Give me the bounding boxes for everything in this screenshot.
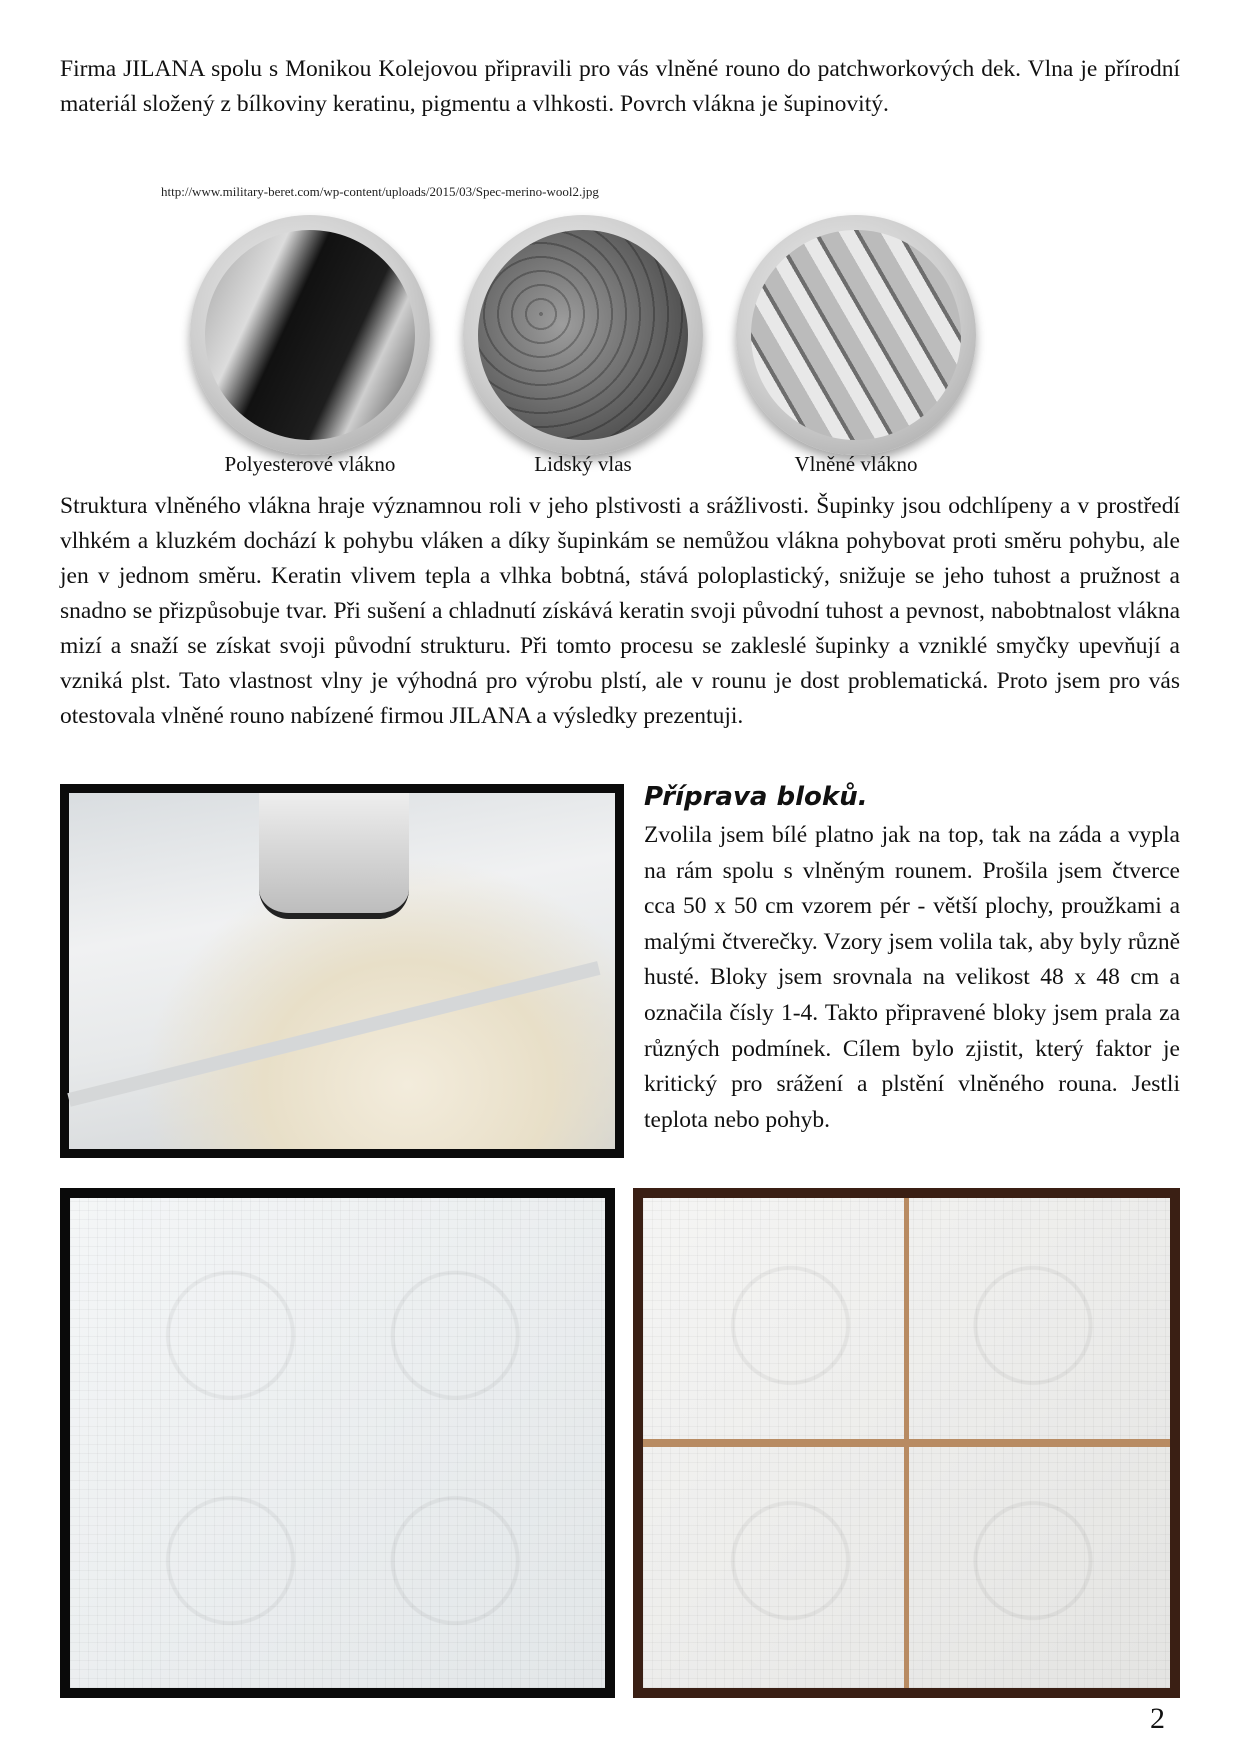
- body-paragraph: Struktura vlněného vlákna hraje významnou roli v jeho plstivosti a srážlivosti. Šupinky jsou odchlípeny a v prostředí vlhkém a kluzkém dochází k pohybu vláken a díky šupinkám se nemůžou vlákna pohybovat proti směru pohybu, ale jen v jednom směru. Keratin vlivem tepla a vlhka bobtná, stává poloplastický, snižuje se jeho tuhost a pružnost a snadno se přizpůsobuje tvar. Při sušení a chladnutí získává keratin svoji původní tuhost a pevnost, nabobtnalost vlákna mizí a snaží se získat svoji původní strukturu. Při tomto procesu se zakleslé šupinky a vzniklé smyčky upevňují a vzniká plst. Tato vlastnost vlny je výhodná pro výrobu plstí, ale v rounu je dost problematická. Proto jsem pro vás otestovala vlněné rouno nabízené firmou JILANA a výsledky prezentuji.: [60, 493, 1180, 729]
- image-source-url: http://www.military-beret.com/wp-content/uploads/2015/03/Spec-merino-wool2.jpg: [161, 184, 599, 199]
- intro-paragraph: Firma JILANA spolu s Monikou Kolejovou připravili pro vás vlněné rouno do patchworkových dek. Vlna je přírodní materiál složený z bílkoviny keratinu, pigmentu a vlhkosti. Povrch vlákna je šupinovitý.: [60, 56, 1180, 117]
- quilted-block-photo: [60, 1188, 615, 1698]
- fiber-caption: Vlněné vlákno: [794, 452, 918, 476]
- quilted-blocks-photo: [633, 1188, 1180, 1698]
- section-paragraph: Zvolila jsem bílé platno jak na top, tak na záda a vypla na rám spolu s vlněným rounem. Prošila jsem čtverce cca 50 x 50 cm vzorem pér - větší plochy, proužkami a malými čtverečky. Vzory jsem volila tak, aby byly různě husté. Bloky jsem srovnala na velikost 48 x 48 cm a označila čísly 1-4. Takto připravené bloky jsem prala za různých podmínek. Cílem bylo zjistit, který faktor je kritický pro srážení a plstění vlněného rouna. Jestli teplota nebo pohyb.: [644, 822, 1180, 1133]
- fiber-caption: Lidský vlas: [534, 452, 632, 476]
- section-heading: Příprava bloků.: [644, 782, 868, 812]
- fiber-caption: Polyesterové vlákno: [224, 452, 396, 476]
- polyester-fiber-image: [190, 215, 430, 455]
- wool-fiber-image: [736, 215, 976, 455]
- quilting-machine-photo: [60, 784, 624, 1158]
- page-number: 2: [1150, 1702, 1165, 1735]
- human-hair-image: [463, 215, 703, 455]
